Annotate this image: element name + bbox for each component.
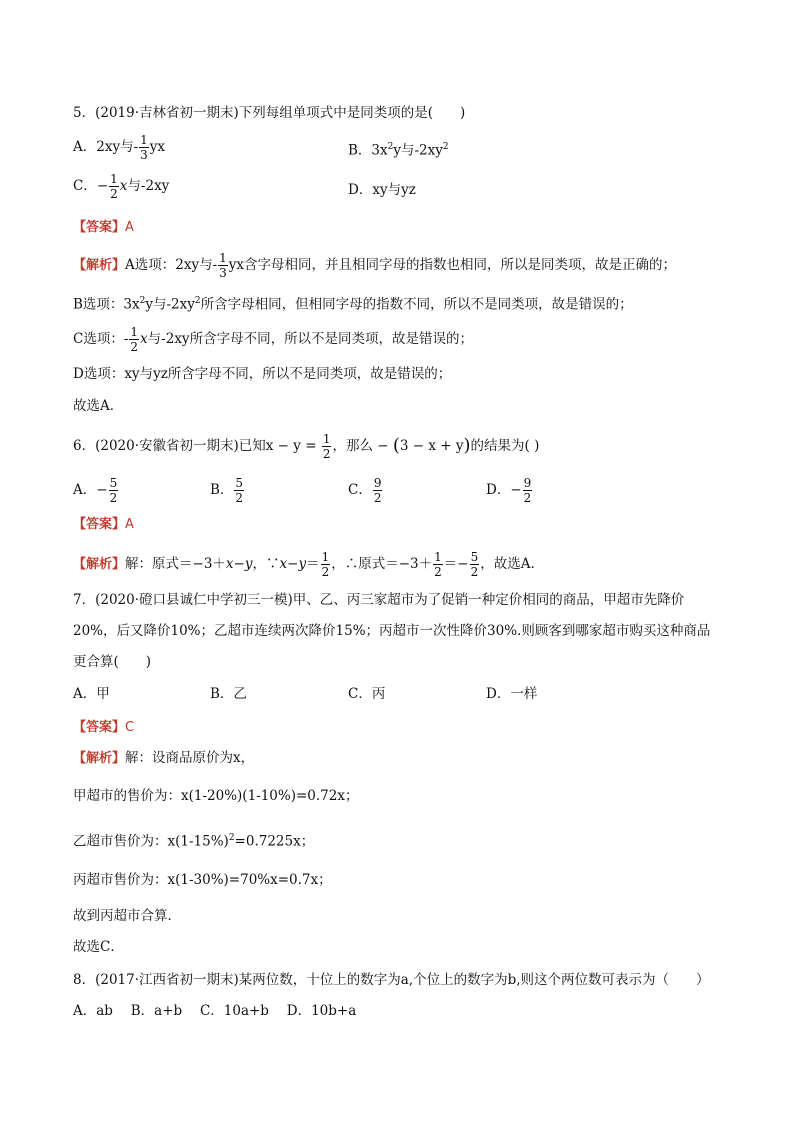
- q6-option-a-denominator: 2: [109, 491, 118, 505]
- q5-option-a: [73, 133, 165, 162]
- q6-stem-fraction: [322, 432, 332, 461]
- q6-a-num3: 5: [470, 550, 479, 564]
- q7-a3-expr-b: =0.7225x；: [234, 833, 315, 850]
- q6-option-a-numerator: 5: [109, 476, 118, 490]
- q5-a1-post: yx含字母相同，并且相同字母的指数也相同，所以是同类项，故是正确的；: [228, 257, 677, 273]
- q5-option-c-fraction: [109, 172, 119, 201]
- q5-a2-sup1: 2: [139, 296, 146, 306]
- right-paren: ): [463, 435, 471, 456]
- q7-option-b: B．乙: [210, 686, 247, 702]
- q6-a-fraction-2: [433, 550, 443, 579]
- q5-option-a-post: yx: [149, 139, 166, 155]
- analysis-tag: 【解析】: [73, 557, 126, 572]
- q5-option-b-sup1: 2: [387, 142, 394, 152]
- q5-a3-denominator: 2: [130, 340, 139, 354]
- q5-a2-b: y与-2xy: [145, 296, 195, 313]
- q6-option-d-numerator: 9: [523, 476, 532, 490]
- q5-option-d-label: D．: [348, 182, 373, 198]
- q5-option-b-a: 3x: [371, 142, 388, 159]
- q5-answer: [73, 217, 134, 238]
- q6-a-mid1: −: [233, 556, 245, 572]
- q5-option-c-denominator: 2: [110, 187, 118, 201]
- q6-a-var1: x: [225, 556, 234, 572]
- analysis-tag: 【解析】: [73, 751, 126, 766]
- q7-analysis-line-6: 故选C．: [73, 939, 124, 955]
- q6-a-var4: y: [298, 556, 307, 572]
- q6-a-num1: 1: [321, 550, 330, 564]
- q5-a2-sup2: 2: [194, 296, 201, 306]
- analysis-tag: 【解析】: [73, 258, 126, 273]
- q5-stem: 5．(2019·吉林省初一期末)下列每组单项式中是同类项的是( ): [73, 105, 466, 121]
- q8-stem: 8．(2017·江西省初一期末)某两位数，十位上的数字为a,个位上的数字为b,则这个两位数可表示为（ ）: [73, 972, 710, 988]
- q7-a3-expr-a: x(1-15%): [167, 833, 229, 850]
- q7-a2-label: 甲超市的售价为：: [73, 788, 181, 804]
- q5-a3-fraction: [129, 325, 139, 354]
- q7-analysis-line-4: [73, 870, 332, 890]
- answer-tag: 【答案】: [73, 517, 126, 532]
- q6-a-num2: 1: [434, 550, 442, 564]
- q7-option-a: A．甲: [73, 686, 110, 702]
- q5-option-c-numerator: 1: [110, 172, 118, 186]
- answer-value: C: [125, 720, 135, 735]
- q7-stem-line-1: 7．(2020·磴口县诚仁中学初三一模)甲、乙、丙三家超市为了促销一种定价相同的商品，甲超市先降价: [73, 592, 685, 608]
- q5-option-c-label: C．: [73, 178, 97, 194]
- q6-a-mid4: ＝: [306, 556, 320, 572]
- q6-option-a: [73, 476, 119, 505]
- q6-option-b-numerator: 5: [235, 476, 244, 490]
- answer-value: A: [125, 220, 134, 235]
- q6-stem-post: 的结果为( ): [470, 438, 540, 454]
- q7-analysis-line-3: [73, 828, 314, 852]
- q6-option-b-denominator: 2: [235, 491, 244, 505]
- q6-option-d-denominator: 2: [523, 491, 532, 505]
- q6-a-fraction-1: [321, 550, 331, 579]
- q6-a-pre: 解：原式＝−3＋: [125, 556, 226, 572]
- q5-a1-denominator: 3: [219, 266, 227, 280]
- q5-analysis-line-1: [73, 251, 676, 280]
- q6-option-b-fraction: [234, 476, 244, 505]
- answer-tag: 【答案】: [73, 220, 126, 235]
- q5-option-b: [348, 137, 449, 161]
- q6-option-b-label: B．: [210, 482, 234, 498]
- q6-stem-denominator: 2: [322, 447, 331, 461]
- q5-a1-numerator: 1: [219, 251, 227, 265]
- q6-stem-expr: 3 − x + y: [399, 438, 464, 454]
- q6-option-b: [210, 476, 245, 505]
- q5-a3-pre: C选项：-: [73, 331, 129, 347]
- q7-a2-expr: x(1-20%)(1-10%)=0.72x；: [181, 788, 359, 804]
- q5-option-d-text: xy与yz: [372, 182, 416, 198]
- q5-option-c-var: x: [119, 178, 128, 194]
- answer-value: A: [125, 517, 134, 532]
- q8-options: A．ab B．a+b C．10a+b D．10b+a: [73, 1003, 357, 1019]
- q5-option-a-numerator: 1: [140, 133, 148, 147]
- q5-a3-var: x: [140, 331, 148, 347]
- q7-answer: [73, 717, 134, 738]
- answer-tag: 【答案】: [73, 720, 126, 735]
- q7-a3-sup: 2: [228, 833, 235, 843]
- q6-a-fraction-3: [470, 550, 480, 579]
- q6-a-mid6: ＝−: [443, 556, 469, 572]
- q6-stem: [73, 432, 539, 461]
- q5-option-b-sup2: 2: [442, 142, 449, 152]
- q6-a-mid5: ，∴原式＝−3＋: [331, 556, 433, 572]
- q7-a4-expr: x(1-30%)=70%x=0.7x；: [167, 872, 332, 888]
- q6-a-var2: y: [244, 556, 253, 572]
- q7-analysis-line-5: 故到丙超市合算．: [73, 908, 181, 924]
- q6-analysis: [73, 550, 535, 579]
- q5-option-b-b: y与-2xy: [393, 142, 443, 159]
- q6-a-post: ，故选A.: [480, 556, 535, 572]
- q7-analysis-line-2: [73, 786, 358, 806]
- q5-a2-c: 所含字母相同，但相同字母的指数不同，所以不是同类项，故是错误的；: [200, 296, 633, 313]
- q6-stem-pre: 6．(2020·安徽省初一期末)已知x − y =: [73, 438, 321, 454]
- q6-option-c-denominator: 2: [373, 491, 382, 505]
- q6-option-c-fraction: [373, 476, 383, 505]
- q7-stem-line-3: 更合算( ): [73, 654, 152, 670]
- q5-a1-pre: A选项：2xy与-: [125, 257, 218, 273]
- q5-option-c-post: 与-2xy: [127, 178, 170, 194]
- q6-a-den1: 2: [321, 565, 330, 579]
- q6-option-c-numerator: 9: [373, 476, 382, 490]
- q7-a3-label: 乙超市售价为：: [73, 833, 168, 850]
- q5-option-d: [348, 180, 416, 200]
- q5-option-a-denominator: 3: [140, 148, 148, 162]
- q7-a4-label: 丙超市售价为：: [73, 872, 168, 888]
- q5-option-c-pre: −: [96, 178, 109, 194]
- q6-answer: [73, 514, 134, 535]
- q6-a-var3: x: [279, 556, 288, 572]
- left-paren: (: [392, 435, 400, 456]
- q5-option-c: [73, 172, 169, 201]
- q7-a1: 解：设商品原价为x，: [125, 750, 255, 766]
- q6-option-a-label: A．−: [73, 482, 108, 498]
- q6-option-d-label: D．−: [486, 482, 522, 498]
- q6-a-den3: 2: [470, 565, 479, 579]
- q6-option-d: [486, 476, 533, 505]
- q6-option-d-fraction: [523, 476, 533, 505]
- q5-option-a-pre: 2xy与-: [96, 139, 139, 155]
- q6-option-a-fraction: [109, 476, 119, 505]
- q6-stem-numerator: 1: [322, 432, 331, 446]
- q6-option-c-label: C．: [348, 482, 372, 498]
- q6-a-den2: 2: [434, 565, 442, 579]
- q7-option-d: D．一样: [486, 686, 538, 702]
- q6-a-mid2: ，∵: [252, 556, 280, 572]
- q6-stem-mid: ，那么 −: [332, 438, 393, 454]
- q5-a3-numerator: 1: [130, 325, 139, 339]
- q5-a1-fraction: [218, 251, 228, 280]
- q5-a2-a: B选项：3x: [73, 296, 140, 313]
- q7-stem-line-2: 20%，后又降价10%；乙超市连续两次降价15%；丙超市一次性降价30%.则顾客到哪家超市购买这种商品: [73, 623, 711, 639]
- q5-analysis-line-4: D选项：xy与yz所含字母不同，所以不是同类项，故是错误的；: [73, 366, 452, 382]
- q5-analysis-line-5: 故选A．: [73, 398, 124, 414]
- q6-a-mid3: −: [287, 556, 299, 572]
- q7-option-c: C．丙: [348, 686, 386, 702]
- q5-analysis-line-2: [73, 291, 633, 315]
- q5-option-a-label: A．: [73, 139, 97, 155]
- q5-a3-post: 与-2xy所含字母不同，所以不是同类项，故是错误的；: [147, 331, 474, 347]
- q5-analysis-line-3: [73, 325, 473, 354]
- q7-analysis-line-1: [73, 748, 254, 769]
- q5-option-a-fraction: [139, 133, 149, 162]
- q6-option-c: [348, 476, 383, 505]
- q5-option-b-label: B．: [348, 142, 372, 159]
